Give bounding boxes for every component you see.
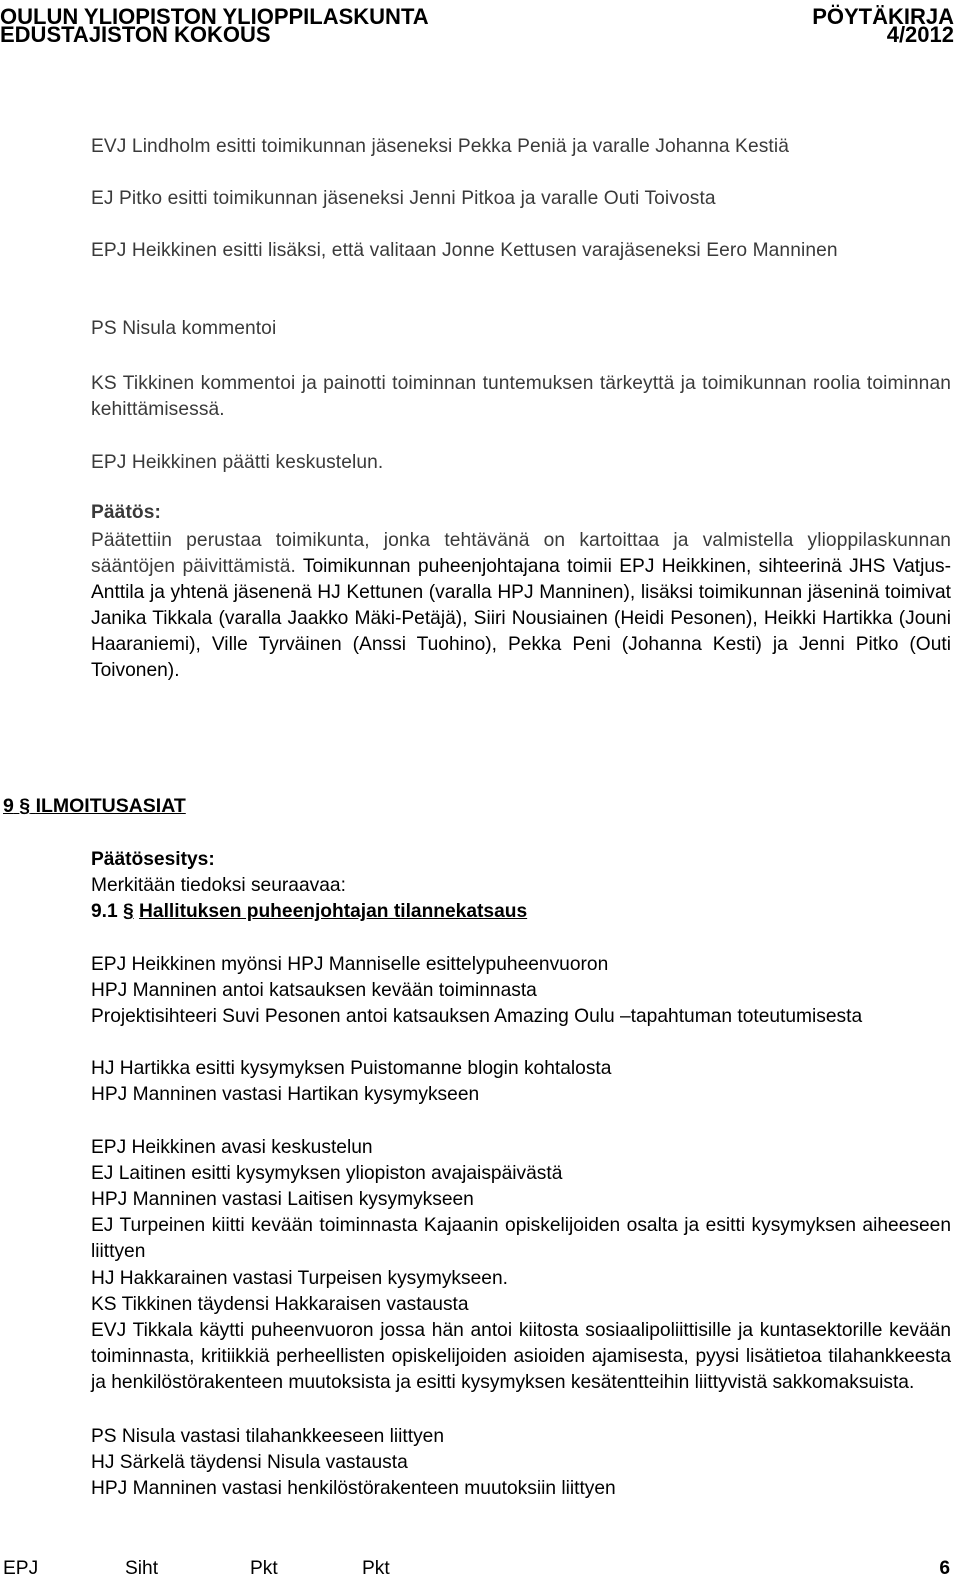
section-heading xyxy=(3,793,186,819)
minute-line: HJ Hakkarainen vastasi Turpeisen kysymykseen. xyxy=(91,1268,508,1289)
minute-line: Projektisihteeri Suvi Pesonen antoi katsauksen Amazing Oulu –tapahtuman toteutumisesta xyxy=(91,1006,863,1027)
decision-label: Päätös: xyxy=(91,502,162,523)
paragraph: KS Tikkinen kommentoi ja painotti toiminnan tuntemuksen tärkeyttä ja toimikunnan roolia toiminnan kehittämisessä. xyxy=(91,373,951,420)
subsection-heading xyxy=(91,899,951,925)
paragraph: EJ Pitko esitti toimikunnan jäseneksi Jenni Pitkoa ja varalle Outi Toivosta xyxy=(91,188,716,209)
minute-line: EPJ Heikkinen myönsi HPJ Manniselle esittelypuheenvuoron xyxy=(91,954,609,975)
subsection-symbol: § xyxy=(123,901,134,922)
decision-text xyxy=(91,528,951,684)
proposal-label: Päätösesitys: xyxy=(91,849,215,870)
footer-initials-checker-1: Pkt xyxy=(250,1558,278,1579)
footer-initials-secretary: Siht xyxy=(125,1558,159,1579)
page-number: 6 xyxy=(939,1558,950,1579)
section-symbol: § xyxy=(19,795,31,817)
minute-line: EVJ Tikkala käytti puheenvuoron jossa hän antoi kiitosta sosiaalipoliittisille ja kuntasektorille kevään toiminnasta, kritiikkiä perheellisten opiskelijoiden asioiden ajamisesta, pyysi lisätietoa tilahankkeesta ja henkilöstörakenteen muutoksista ja esitti kysymyksen kesätentteihin liittyvistä sakkomaksuista. xyxy=(91,1320,951,1393)
paragraph: EPJ Heikkinen päätti keskustelun. xyxy=(91,452,384,473)
minute-line: HPJ Manninen vastasi Laitisen kysymykseen xyxy=(91,1189,474,1210)
paragraph: PS Nisula kommentoi xyxy=(91,318,277,339)
footer-initials-checker-2: Pkt xyxy=(362,1558,390,1579)
subsection-number: 9.1 xyxy=(91,901,118,922)
minute-line: EJ Turpeinen kiitti kevään toiminnasta Kajaanin opiskelijoiden osalta ja esitti kysymyksen aiheeseen liittyen xyxy=(91,1215,951,1262)
minute-line: HPJ Manninen antoi katsauksen kevään toiminnasta xyxy=(91,980,537,1001)
minute-line: HPJ Manninen vastasi henkilöstörakenteen muutoksiin liittyen xyxy=(91,1478,616,1499)
minute-line: HJ Hartikka esitti kysymyksen Puistomanne blogin kohtalosta xyxy=(91,1058,612,1079)
section-number: 9 xyxy=(3,795,14,817)
meeting-number: 4/2012 xyxy=(886,22,954,47)
section-title: ILMOITUSASIAT xyxy=(35,795,186,817)
minute-line: EJ Laitinen esitti kysymyksen yliopiston avajaispäivästä xyxy=(91,1163,563,1184)
minute-line: HJ Särkelä täydensi Nisula vastausta xyxy=(91,1452,408,1473)
minute-line: HPJ Manninen vastasi Hartikan kysymykseen xyxy=(91,1084,480,1105)
decision-text-part2: Toimikunnan puheenjohtajana toimii EPJ Heikkinen, sihteerinä JHS Vatjus-Anttila ja yhtenä jäsenenä HJ Kettunen (varalla HPJ Manninen), lisäksi toimikunnan jäseninä toimivat Janika Tikkala (varalla Jaakko Mäki-Petäjä), Siiri Nousiainen (Heidi Pesonen), Heikki Hartikka (Jouni Haaraniemi), Ville Tyrväinen (Anssi Tuohino), Pekka Peni (Johanna Kesti) ja Jenni Pitko (Outi Toivonen). xyxy=(91,556,951,681)
document-type: PÖYTÄKIRJA xyxy=(812,4,954,29)
organization-name: OULUN YLIOPISTON YLIOPPILASKUNTA xyxy=(0,4,429,29)
paragraph: EVJ Lindholm esitti toimikunnan jäseneksi Pekka Peniä ja varalle Johanna Kestiä xyxy=(91,136,789,157)
meeting-name: EDUSTAJISTON KOKOUS xyxy=(0,22,271,47)
subsection-title: Hallituksen puheenjohtajan tilannekatsaus xyxy=(139,901,528,922)
paragraph: EPJ Heikkinen esitti lisäksi, että valitaan Jonne Kettusen varajäseneksi Eero Manninen xyxy=(91,240,838,261)
proposal-text: Merkitään tiedoksi seuraavaa: xyxy=(91,875,346,896)
minute-line: EPJ Heikkinen avasi keskustelun xyxy=(91,1137,373,1158)
minute-line: PS Nisula vastasi tilahankkeeseen liittyen xyxy=(91,1426,445,1447)
decision-text-part1: Päätettiin perustaa toimikunta, jonka tehtävänä on kartoittaa ja valmistella ylioppilaskunnan sääntöjen päivittämistä. xyxy=(91,530,951,577)
minute-line: KS Tikkinen täydensi Hakkaraisen vastausta xyxy=(91,1294,469,1315)
footer-initials-chair: EPJ xyxy=(3,1558,39,1579)
